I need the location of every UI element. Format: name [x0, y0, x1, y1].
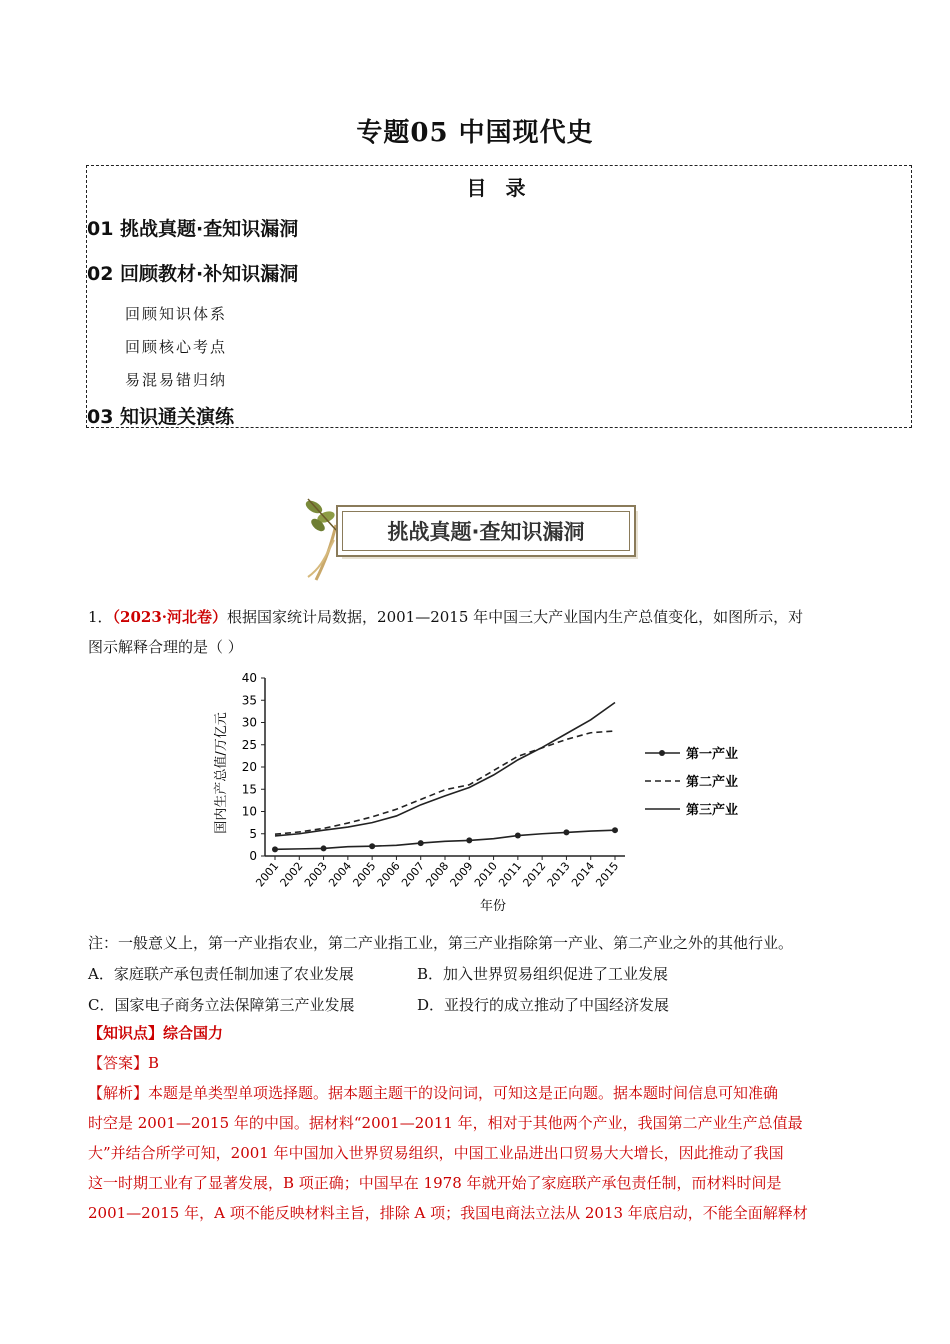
section-banner — [296, 495, 646, 585]
option-b[interactable]: B．加入世界贸易组织促进了工业发展 — [417, 965, 669, 983]
question-number: 1． — [88, 608, 113, 626]
chart-legend-label: 第三产业 — [686, 803, 739, 818]
answer: 【答案】B — [88, 1054, 160, 1072]
chart-series-line-2 — [275, 731, 615, 834]
question-stem — [88, 602, 868, 632]
chart-y-tick-label: 20 — [241, 760, 257, 774]
toc-item-practice[interactable]: 03 知识通关演练 — [87, 406, 235, 428]
chart-x-axis-label: 年份 — [479, 899, 507, 914]
analysis-line-1: 【解析】本题是单类型单项选择题。据本题主题干的设问词，可知这是正向题。据本题时间信息可知准确 — [88, 1084, 779, 1102]
chart-x-tick-label: 2007 — [399, 859, 428, 890]
chart-x-tick-label: 2003 — [301, 859, 330, 890]
chart-y-tick-label: 40 — [241, 671, 257, 685]
chart-point — [418, 840, 424, 846]
chart-y-tick-label: 15 — [241, 782, 257, 797]
chart-point — [563, 829, 569, 835]
chart-legend-label: 第一产业 — [686, 747, 739, 762]
chart-y-tick-label: 30 — [241, 715, 257, 730]
chart-x-tick-label: 2014 — [569, 859, 598, 890]
chart-point — [321, 845, 327, 851]
chart-point — [272, 846, 278, 852]
chart-y-axis-label: 国内生产总值/万亿元 — [214, 712, 229, 834]
chart-point — [369, 843, 375, 849]
toc-item-review[interactable]: 02 回顾教材·补知识漏洞 — [87, 263, 299, 285]
chart-x-tick-label: 2013 — [544, 859, 573, 890]
analysis-line-3: 大”并结合所学可知，2001 年中国加入世界贸易组织，中国工业品进出口贸易大大增长，因此推动了我国 — [88, 1144, 784, 1162]
chart-x-tick-label: 2001 — [253, 859, 282, 890]
chart-y-tick-label: 5 — [249, 826, 257, 841]
analysis-line-5: 2001—2015 年，A 项不能反映材料主旨，排除 A 项；我国电商法立法从 2013 年底启动，不能全面解释材 — [88, 1204, 808, 1222]
chart-legend-label: 第二产业 — [686, 775, 739, 790]
toc-subitem-system[interactable]: 回顾知识体系 — [125, 305, 228, 323]
chart-x-tick-label: 2015 — [593, 859, 622, 890]
option-a[interactable]: A．家庭联产承包责任制加速了农业发展 — [88, 965, 354, 983]
question-stem-line-2: 图示解释合理的是（ ） — [88, 638, 243, 656]
chart-x-tick-label: 2002 — [277, 859, 306, 890]
question-stem-line-1: 根据国家统计局数据，2001—2015 年中国三大产业国内生产总值变化，如图所示，对 — [227, 608, 804, 626]
toc-heading: 目 录 — [466, 176, 532, 200]
chart-y-tick-label: 35 — [241, 693, 257, 708]
chart-legend-marker — [659, 750, 665, 756]
chart-x-tick-label: 2010 — [471, 859, 500, 890]
chart-x-tick-label: 2006 — [374, 859, 403, 890]
chart-y-tick-label: 0 — [249, 849, 257, 863]
gdp-line-chart — [205, 668, 765, 918]
chart-x-tick-label: 2008 — [423, 859, 452, 890]
question-note: 注：一般意义上，第一产业指农业，第二产业指工业，第三产业指除第一产业、第二产业之外的其他行业。 — [88, 934, 794, 952]
toc-subitem-core[interactable]: 回顾核心考点 — [125, 338, 228, 356]
table-of-contents — [86, 165, 912, 428]
chart-y-tick-label: 25 — [241, 737, 257, 752]
chart-y-tick-label: 10 — [241, 804, 257, 819]
knowledge-point: 【知识点】综合国力 — [88, 1024, 224, 1042]
page-title: 专题05 中国现代史 — [356, 118, 594, 148]
question-source: （2023·河北卷） — [112, 608, 228, 626]
analysis-line-2: 时空是 2001—2015 年的中国。据材料“2001—2011 年，相对于其他两个产业，我国第二产业生产总值最 — [88, 1114, 803, 1132]
chart-point — [466, 837, 472, 843]
chart-x-tick-label: 2011 — [496, 859, 525, 890]
chart-x-tick-label: 2012 — [520, 859, 549, 890]
option-c[interactable]: C．国家电子商务立法保障第三产业发展 — [88, 996, 355, 1014]
chart-x-tick-label: 2009 — [447, 859, 476, 890]
toc-subitem-errors[interactable]: 易混易错归纳 — [125, 371, 228, 389]
option-d[interactable]: D．亚投行的成立推动了中国经济发展 — [417, 996, 670, 1014]
analysis-line-4: 这一时期工业有了显著发展，B 项正确；中国早在 1978 年就开始了家庭联产承包责任制，而材料时间是 — [88, 1174, 782, 1192]
chart-point — [612, 827, 618, 833]
chart-x-tick-label: 2005 — [350, 859, 379, 890]
chart-x-tick-label: 2004 — [326, 859, 355, 890]
toc-item-challenge[interactable]: 01 挑战真题·查知识漏洞 — [87, 218, 299, 240]
chart-point — [515, 833, 521, 839]
banner-label: 挑战真题·查知识漏洞 — [342, 511, 630, 551]
chart-series-line-3 — [275, 702, 615, 836]
